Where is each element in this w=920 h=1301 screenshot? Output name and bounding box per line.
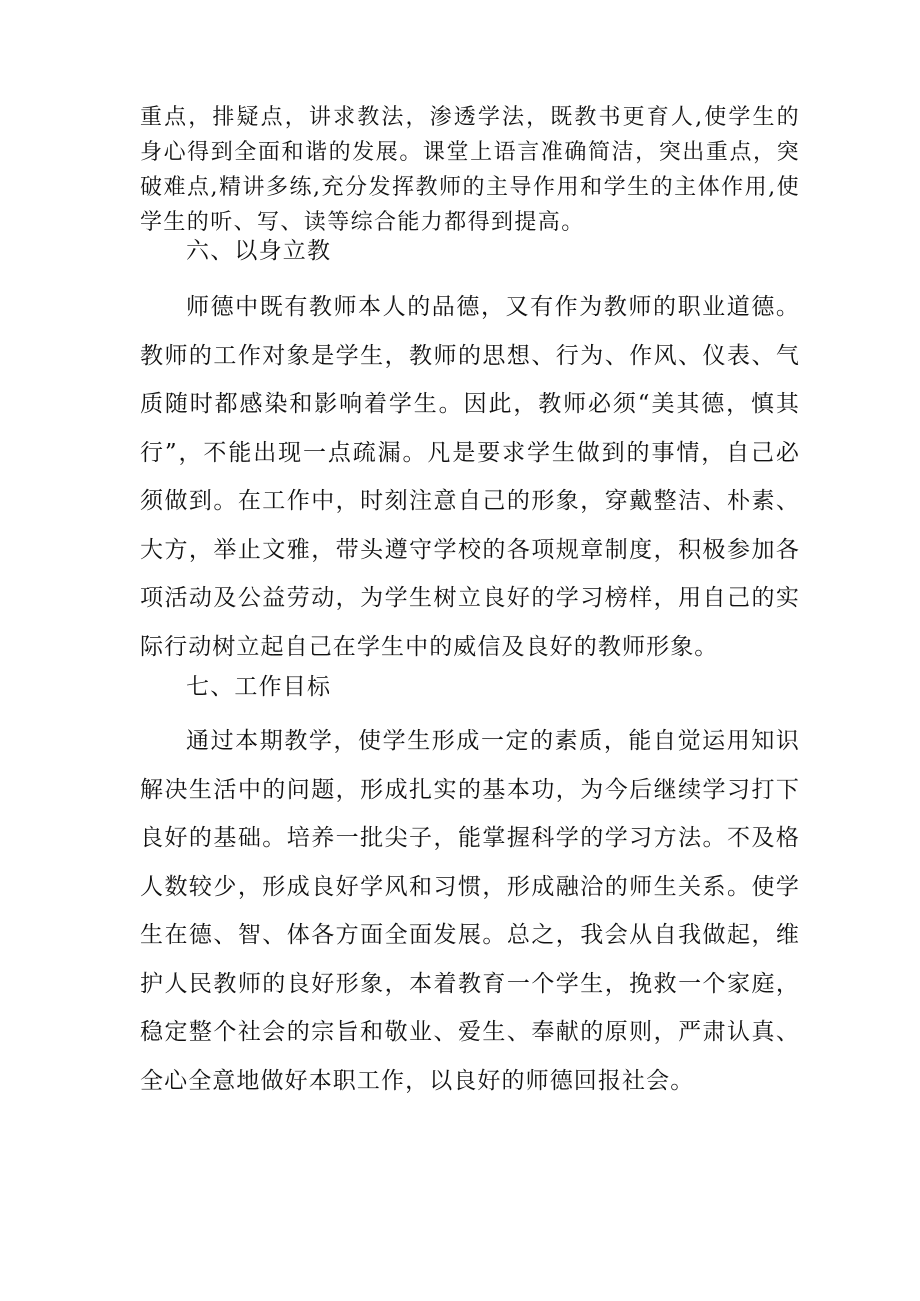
section-body-7: 通过本期教学，使学生形成一定的素质，能自觉运用知识解决生活中的问题，形成扎实的基本功，为今后继续学习打下良好的基础。培养一批尖子，能掌握科学的学习方法。不及格人数较少，形成良好学风和习惯，形成融洽的师生关系。使学生在德、智、体各方面全面发展。总之，我会从自我做起，维护人民教师的良好形象，本着教育一个学生，挽救一个家庭，稳定整个社会的宗旨和敬业、爱生、奉献的原则，严肃认真、全心全意地做好本职工作，以良好的师德回报社会。 xyxy=(140,728,800,1094)
intro-paragraph: 重点，排疑点，讲求教法，渗透学法，既教书更育人,使学生的身心得到全面和谐的发展。课堂上语言准确简洁，突出重点，突破难点,精讲多练,充分发挥教师的主导作用和学生的主体作用,使学生的听、写、读等综合能力都得到提高。 xyxy=(140,105,800,235)
section-heading-6: 六、以身立教 xyxy=(186,238,332,264)
section-heading-7: 七、工作目标 xyxy=(186,674,332,700)
section-body-6: 师德中既有教师本人的品德，又有作为教师的职业道德。教师的工作对象是学生，教师的思想、行为、作风、仪表、气质随时都感染和影响着学生。因此，教师必须“美其德，慎其行”，不能出现一点疏漏。凡是要求学生做到的事情，自己必须做到。在工作中，时刻注意自己的形象，穿戴整洁、朴素、大方，举止文雅，带头遵守学校的各项规章制度，积极参加各项活动及公益劳动，为学生树立良好的学习榜样，用自己的实际行动树立起自己在学生中的威信及良好的教师形象。 xyxy=(140,294,800,660)
